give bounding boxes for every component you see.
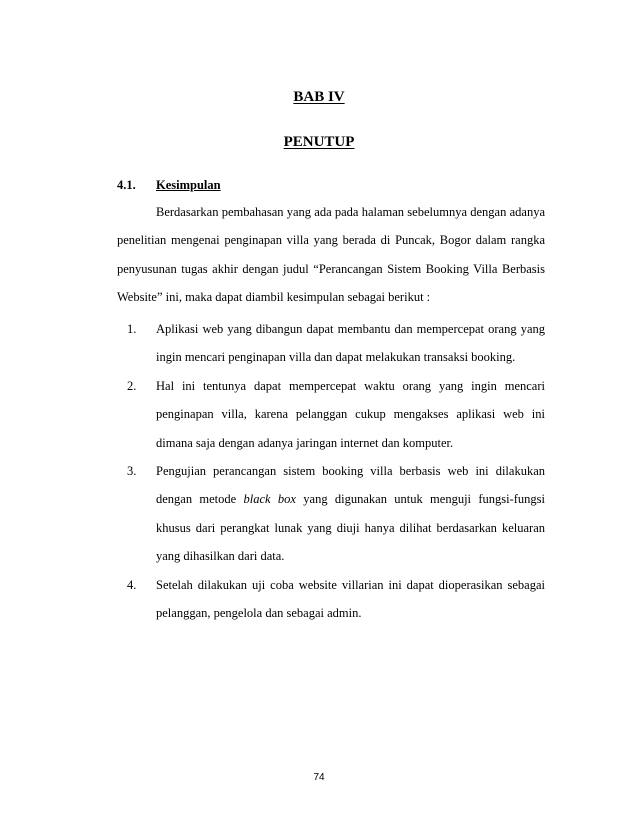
conclusion-text-italic: black box: [243, 492, 296, 507]
list-marker: 4.: [127, 577, 137, 592]
conclusion-list: [117, 315, 545, 627]
conclusion-text-before: Pengujian perancangan sistem booking villa berbasis web ini dilakukan dengan metode: [156, 464, 545, 507]
list-marker: 3.: [127, 464, 137, 479]
conclusion-text-after: yang digunakan untuk menguji fungsi-fungsi khusus dari perangkat lunak yang diuji hanya dilihat berdasarkan keluaran yang dihasilkan dari data.: [156, 492, 545, 564]
intro-paragraph: Berdasarkan pembahasan yang ada pada halaman sebelumnya dengan adanya penelitian mengenai penginapan villa yang berada di Puncak, Bogor dalam rangka penyusunan tugas akhir dengan judul “Perancangan Sistem Booking Villa Berbasis Website” ini, maka dapat diambil kesimpulan sebagai berikut :: [117, 205, 545, 305]
conclusion-text: Hal ini tentunya dapat mempercepat waktu orang yang ingin mencari penginapan villa, karena pelanggan cukup mengakses aplikasi web ini dimana saja dengan adanya jaringan internet dan komputer.: [156, 378, 545, 450]
conclusion-item-3: [117, 457, 545, 571]
chapter-title: PENUTUP: [283, 134, 355, 150]
conclusion-item-1: [117, 315, 545, 372]
conclusion-item-4: [117, 571, 545, 628]
list-marker: 2.: [127, 378, 137, 393]
conclusion-text: Setelah dilakukan uji coba website villarian ini dapat dioperasikan sebagai pelanggan, pengelola dan sebagai admin.: [156, 577, 545, 621]
conclusion-item-2: [117, 372, 545, 457]
section-title: Kesimpulan: [156, 178, 221, 192]
list-marker: 1.: [127, 322, 137, 336]
conclusion-text: Aplikasi web yang dibangun dapat membantu dan mempercepat orang yang ingin mencari penginapan villa dan dapat melakukan transaksi booking.: [156, 322, 545, 365]
chapter-label: BAB IV: [293, 89, 345, 105]
section-number: 4.1.: [117, 178, 136, 192]
page-number: 74: [313, 772, 325, 783]
